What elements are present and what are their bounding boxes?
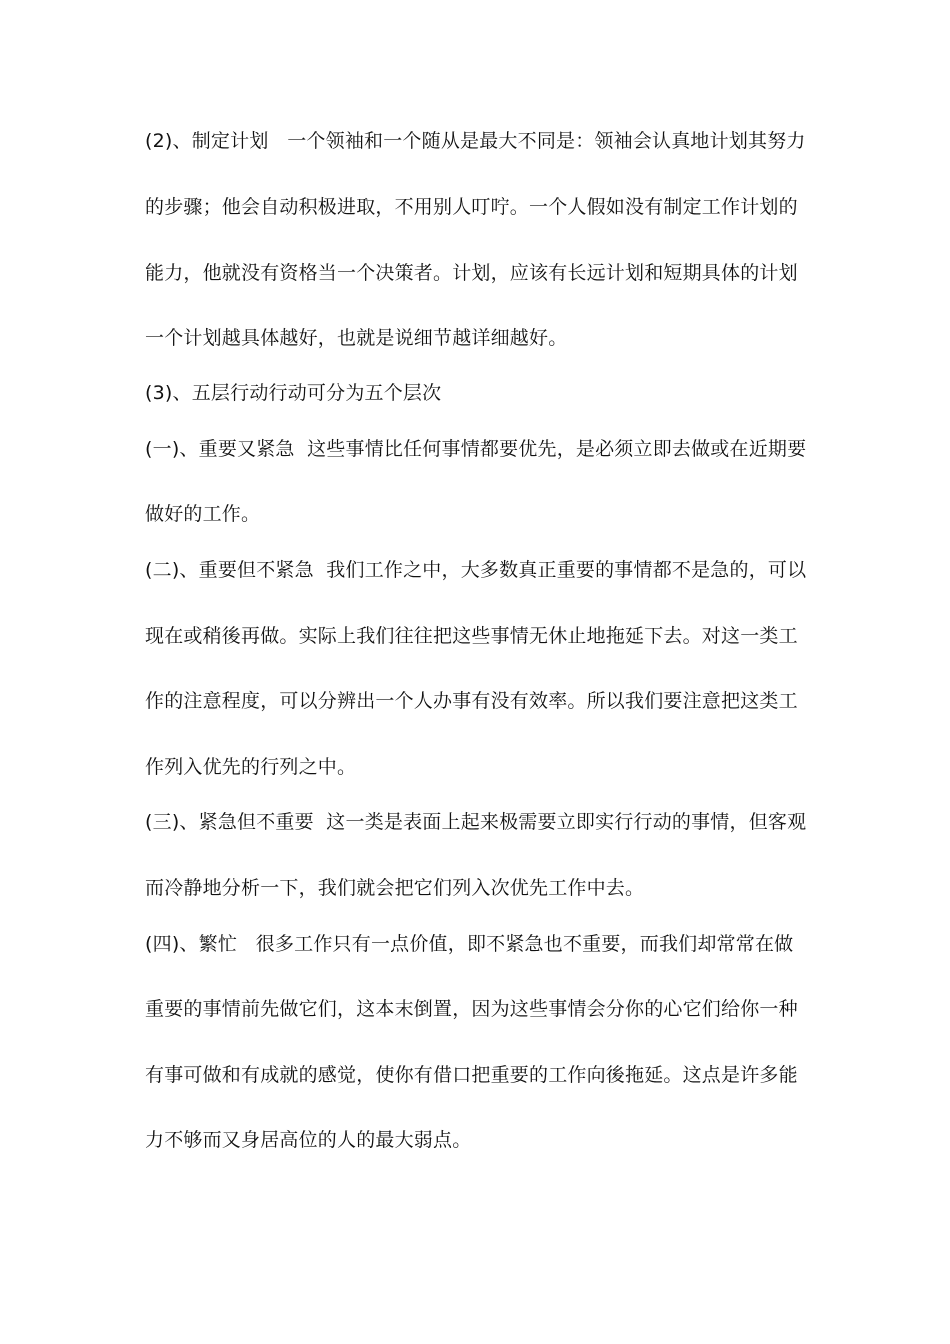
text-line: (2)、制定计划 一个领袖和一个随从是最大不同是：领袖会认真地计划其努力 <box>145 130 806 152</box>
text-line: 作列入优先的行列之中。 <box>145 756 357 778</box>
text-line: (四)、繁忙 很多工作只有一点价值，即不紧急也不重要，而我们却常常在做 <box>145 933 794 955</box>
text-line: 力不够而又身居高位的人的最大弱点。 <box>145 1129 472 1151</box>
section-heading: (3)、五层行动行动可分为五个层次 <box>145 382 442 404</box>
text-line: 现在或稍後再做。实际上我们往往把这些事情无休止地拖延下去。对这一类工 <box>145 625 798 647</box>
text-line: 的步骤；他会自动积极进取，不用别人叮咛。一个人假如没有制定工作计划的 <box>145 196 798 218</box>
text-line: 能力，他就没有资格当一个决策者。计划，应该有长远计划和短期具体的计划 <box>145 262 798 284</box>
text-line: 而冷静地分析一下，我们就会把它们列入次优先工作中去。 <box>145 877 645 899</box>
text-line: (二)、重要但不紧急 我们工作之中，大多数真正重要的事情都不是急的，可以 <box>145 559 807 581</box>
text-line: (一)、重要又紧急 这些事情比任何事情都要优先，是必须立即去做或在近期要 <box>145 438 807 460</box>
text-line: 做好的工作。 <box>145 503 261 525</box>
text-line: 作的注意程度，可以分辨出一个人办事有没有效率。所以我们要注意把这类工 <box>145 690 798 712</box>
text-line: 重要的事情前先做它们，这本末倒置，因为这些事情会分你的心它们给你一种 <box>145 998 798 1020</box>
text-line: (三)、紧急但不重要 这一类是表面上起来极需要立即实行行动的事情，但客观 <box>145 811 807 833</box>
text-line: 有事可做和有成就的感觉，使你有借口把重要的工作向後拖延。这点是许多能 <box>145 1064 798 1086</box>
text-line: 一个计划越具体越好，也就是说细节越详细越好。 <box>145 327 568 349</box>
